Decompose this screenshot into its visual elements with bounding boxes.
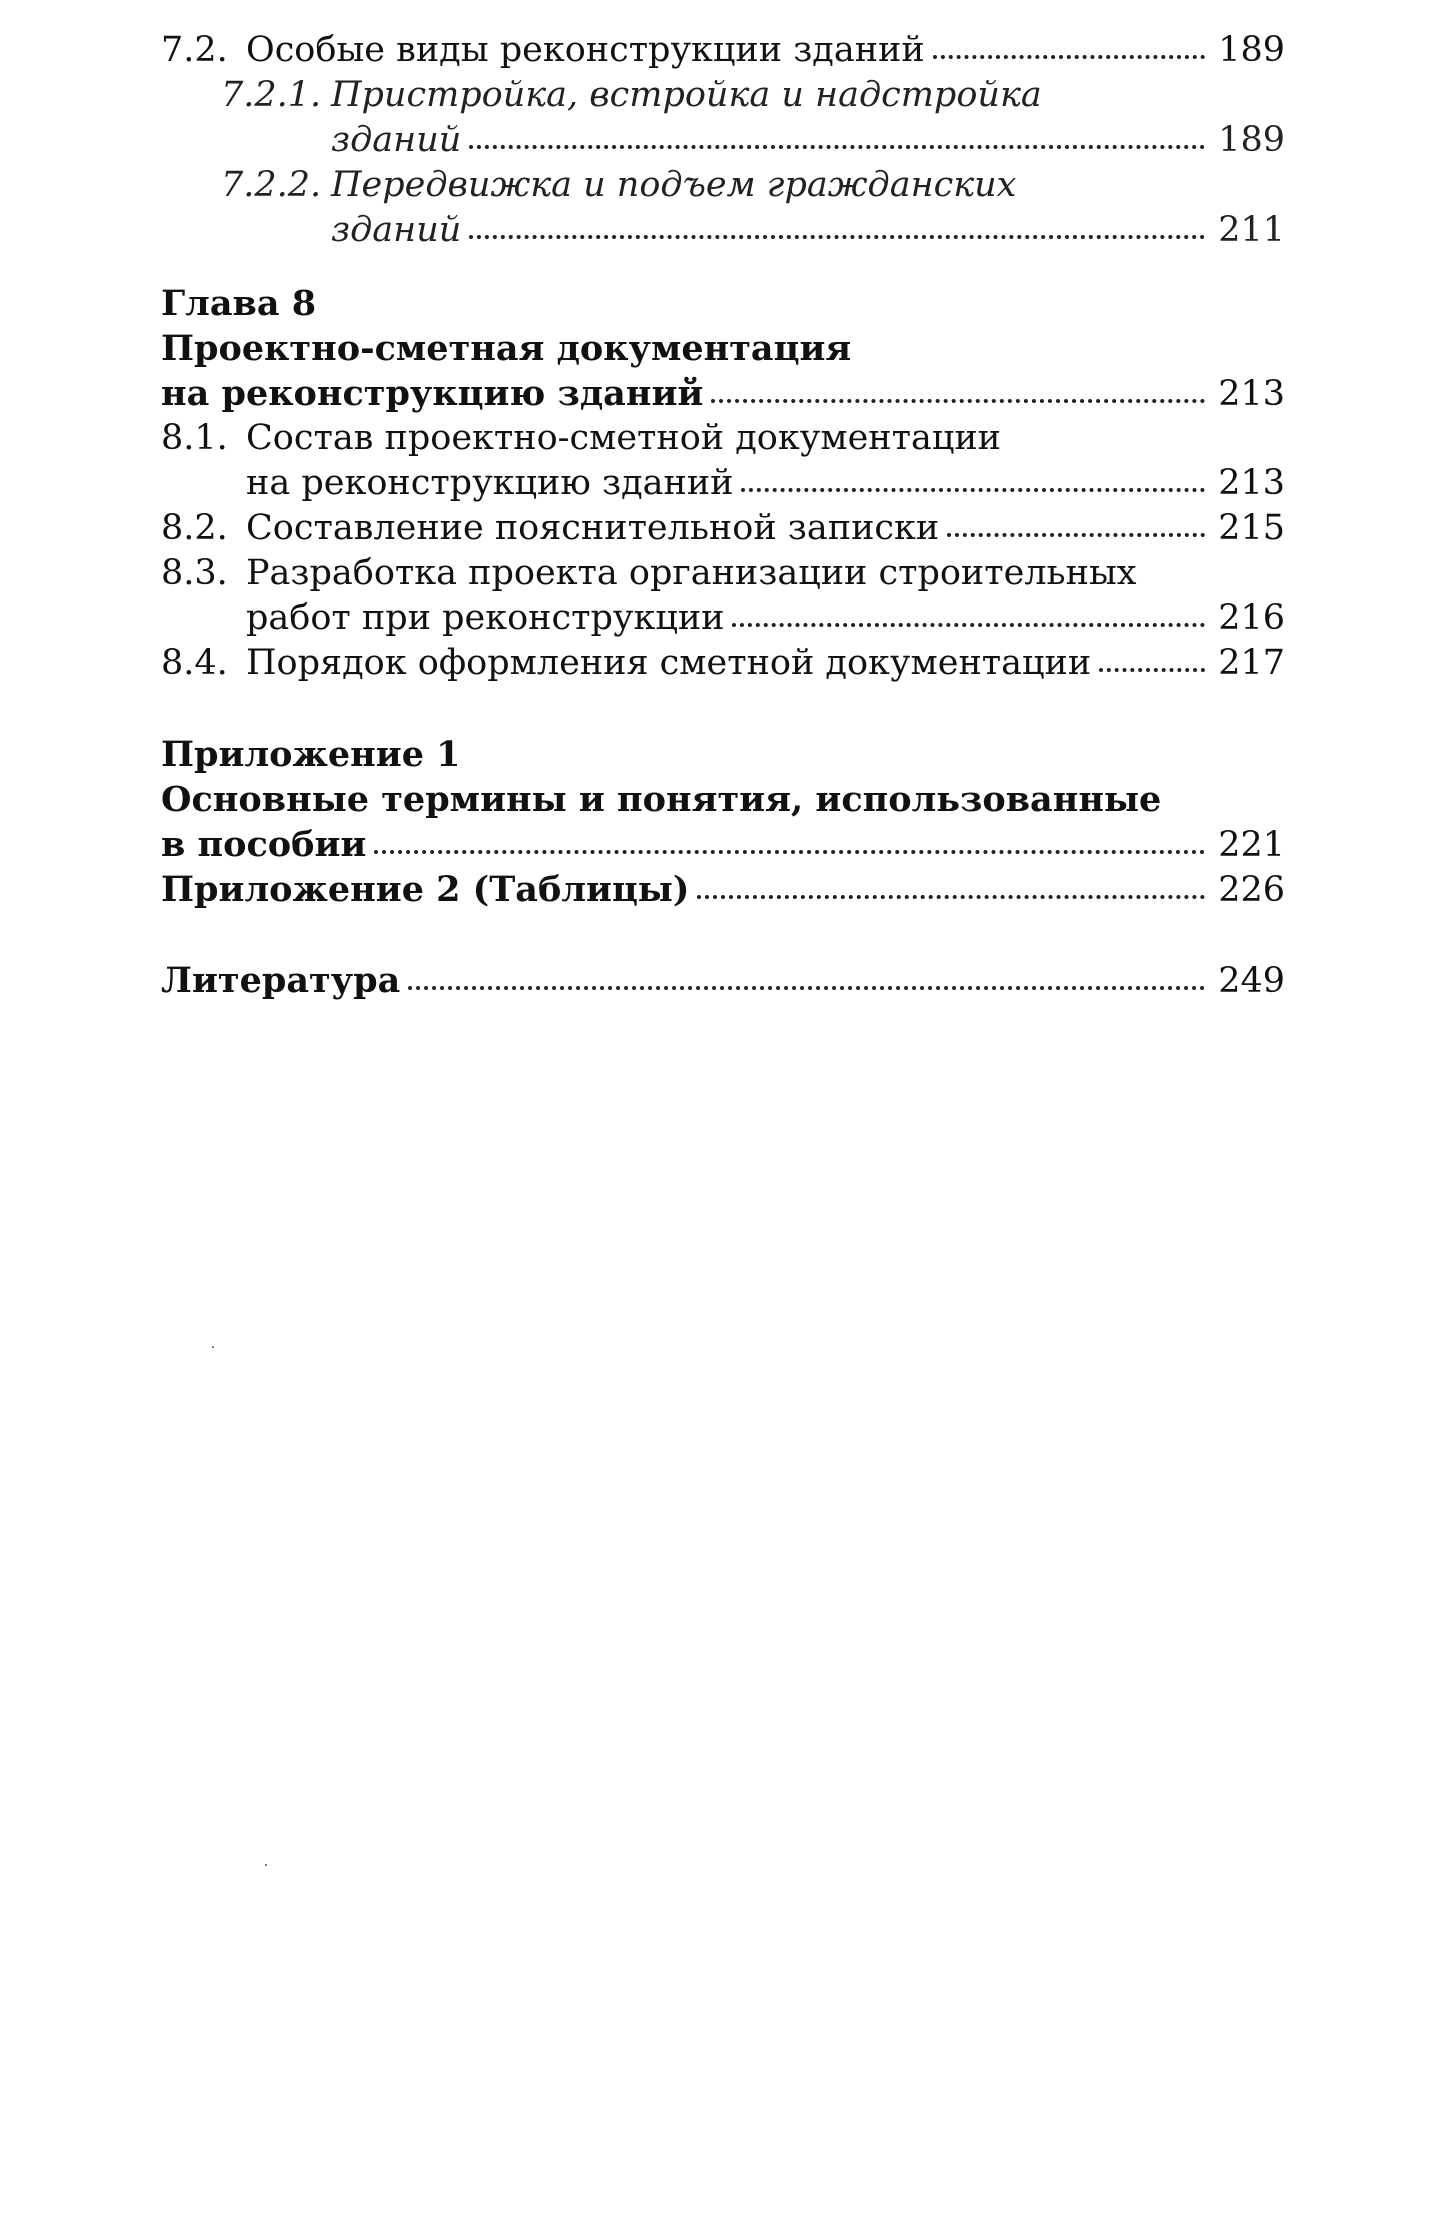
appendix-title-line2: в пособии (161, 824, 367, 865)
chapter-title-line1: Проектно-сметная документация (161, 328, 852, 369)
dot-leader (732, 617, 1205, 627)
dot-leader (408, 980, 1205, 990)
toc-appendix-2[interactable] (161, 867, 1285, 912)
dot-leader (469, 139, 1205, 149)
section-number: 7.2.1. (221, 75, 322, 115)
page-number: 213 (1218, 374, 1285, 414)
appendix-title-line1: Основные термины и понятия, использованные (161, 779, 1162, 820)
toc-entry-8-4[interactable] (161, 641, 1285, 686)
section-title: Составление пояснительной записки (246, 508, 940, 548)
section-number: 8.1. (161, 418, 228, 458)
toc-entry-7-2-2[interactable] (161, 163, 1285, 253)
section-title-line2: зданий (331, 120, 462, 160)
toc-entry-7-2-1[interactable] (161, 73, 1285, 163)
section-title-line1: Передвижка и подъем гражданских (331, 165, 1017, 205)
dot-leader (947, 527, 1205, 537)
section-title: Особые виды реконструкции зданий (246, 30, 925, 70)
scan-speck (212, 1346, 214, 1348)
dot-leader (374, 844, 1205, 854)
section-title-line1: Разработка проекта организации строительных (246, 553, 1137, 593)
page-number: 226 (1218, 870, 1285, 910)
page-number: 211 (1218, 210, 1285, 250)
page-number: 221 (1218, 825, 1285, 865)
toc-chapter-8[interactable] (161, 281, 1285, 416)
page-number: 189 (1218, 120, 1285, 160)
dot-leader (469, 229, 1205, 239)
section-title-line2: на реконструкцию зданий (246, 463, 734, 503)
section-number: 7.2. (161, 30, 228, 70)
toc-entry-8-2[interactable] (161, 506, 1285, 551)
dot-leader (697, 889, 1205, 899)
dot-leader (711, 393, 1205, 403)
dot-leader (933, 49, 1205, 59)
chapter-title-line2: на реконструкцию зданий (161, 373, 704, 414)
page-number: 189 (1218, 30, 1285, 70)
toc-appendix-1[interactable] (161, 732, 1285, 867)
section-number: 8.4. (161, 643, 228, 683)
page-number: 249 (1218, 961, 1285, 1001)
dot-leader (741, 482, 1205, 492)
scan-speck (265, 1864, 267, 1866)
page-number: 217 (1218, 643, 1285, 683)
appendix-title: Приложение 2 (Таблицы) (161, 869, 690, 910)
section-title-line2: работ при реконструкции (246, 598, 725, 638)
table-of-contents (161, 28, 1285, 1003)
toc-literature[interactable] (161, 958, 1285, 1003)
appendix-label: Приложение 1 (161, 734, 461, 775)
page-number: 213 (1218, 463, 1285, 503)
page-number: 215 (1218, 508, 1285, 548)
section-title-line2: зданий (331, 210, 462, 250)
page-number: 216 (1218, 598, 1285, 638)
section-title-line1: Пристройка, встройка и надстройка (331, 75, 1042, 115)
section-number: 8.2. (161, 508, 228, 548)
dot-leader (1099, 662, 1205, 672)
literature-title: Литература (161, 960, 401, 1001)
section-title-line1: Состав проектно-сметной документации (246, 418, 1001, 458)
toc-entry-8-3[interactable] (161, 551, 1285, 641)
toc-entry-7-2[interactable] (161, 28, 1285, 73)
section-number: 8.3. (161, 553, 228, 593)
chapter-label: Глава 8 (161, 283, 317, 324)
toc-entry-8-1[interactable] (161, 416, 1285, 506)
section-title: Порядок оформления сметной документации (246, 643, 1092, 683)
section-number: 7.2.2. (221, 165, 322, 205)
